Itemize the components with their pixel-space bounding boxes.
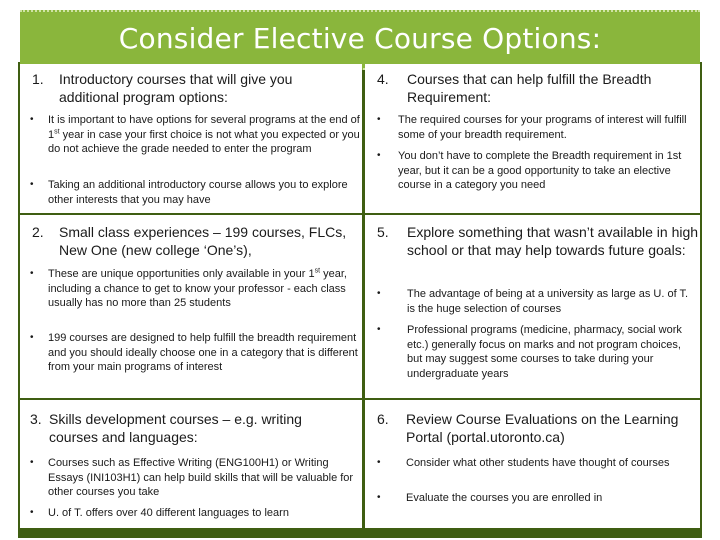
left-column <box>20 64 362 528</box>
section-3: 3. Skills development courses – e.g. writing courses and languages: • Courses such as Effective Writing (ENG100H1) or Writing Essays (INI103H1) can help build skills that will be valuable for other courses you take • U. of T. offers over 40 different languages to learn <box>20 400 362 528</box>
section-5: 5. Explore something that wasn’t available in high school or that may help towards future goals: • The advantage of being at a university as large as U. of T. is the huge selection of courses • Professional programs (medicine, pharmacy, social work etc.) generally focus on marks and not program choices, but may suggest some courses to take during your undergraduate years <box>365 215 700 400</box>
slide-title: Consider Elective Course Options: <box>118 22 602 55</box>
section-2: 2. Small class experiences – 199 courses, FLCs, New One (new college ‘One’s), • These are unique opportunities only available in your 1st year, including a chance to get to know your professor - each class usually has no more than 25 students • 199 courses are designed to help fulfill the breadth requirement and you should ideally choose one in a category that is different from your main programs of interest <box>20 215 362 400</box>
title-banner <box>20 10 700 70</box>
section-1: 1. Introductory courses that will give you additional program options: • It is important to have options for several programs at the end of 1st year in case your first choice is not what you expected or you do not achieve the grade needed to enter the program • Taking an additional introductory course allows you to explore other interests that you may have <box>20 64 362 215</box>
right-column <box>365 64 700 528</box>
section-6: 6. Review Course Evaluations on the Learning Portal (portal.utoronto.ca) • Consider what other students have thought of courses • Evaluate the courses you are enrolled in <box>365 400 700 528</box>
section-4: 4. Courses that can help fulfill the Breadth Requirement: • The required courses for your programs of interest will fulfill some of your breadth requirement. • You don’t have to complete the Breadth requirement in 1st year, but it can be a good opportunity to take an elective course in a category you need <box>365 64 700 215</box>
